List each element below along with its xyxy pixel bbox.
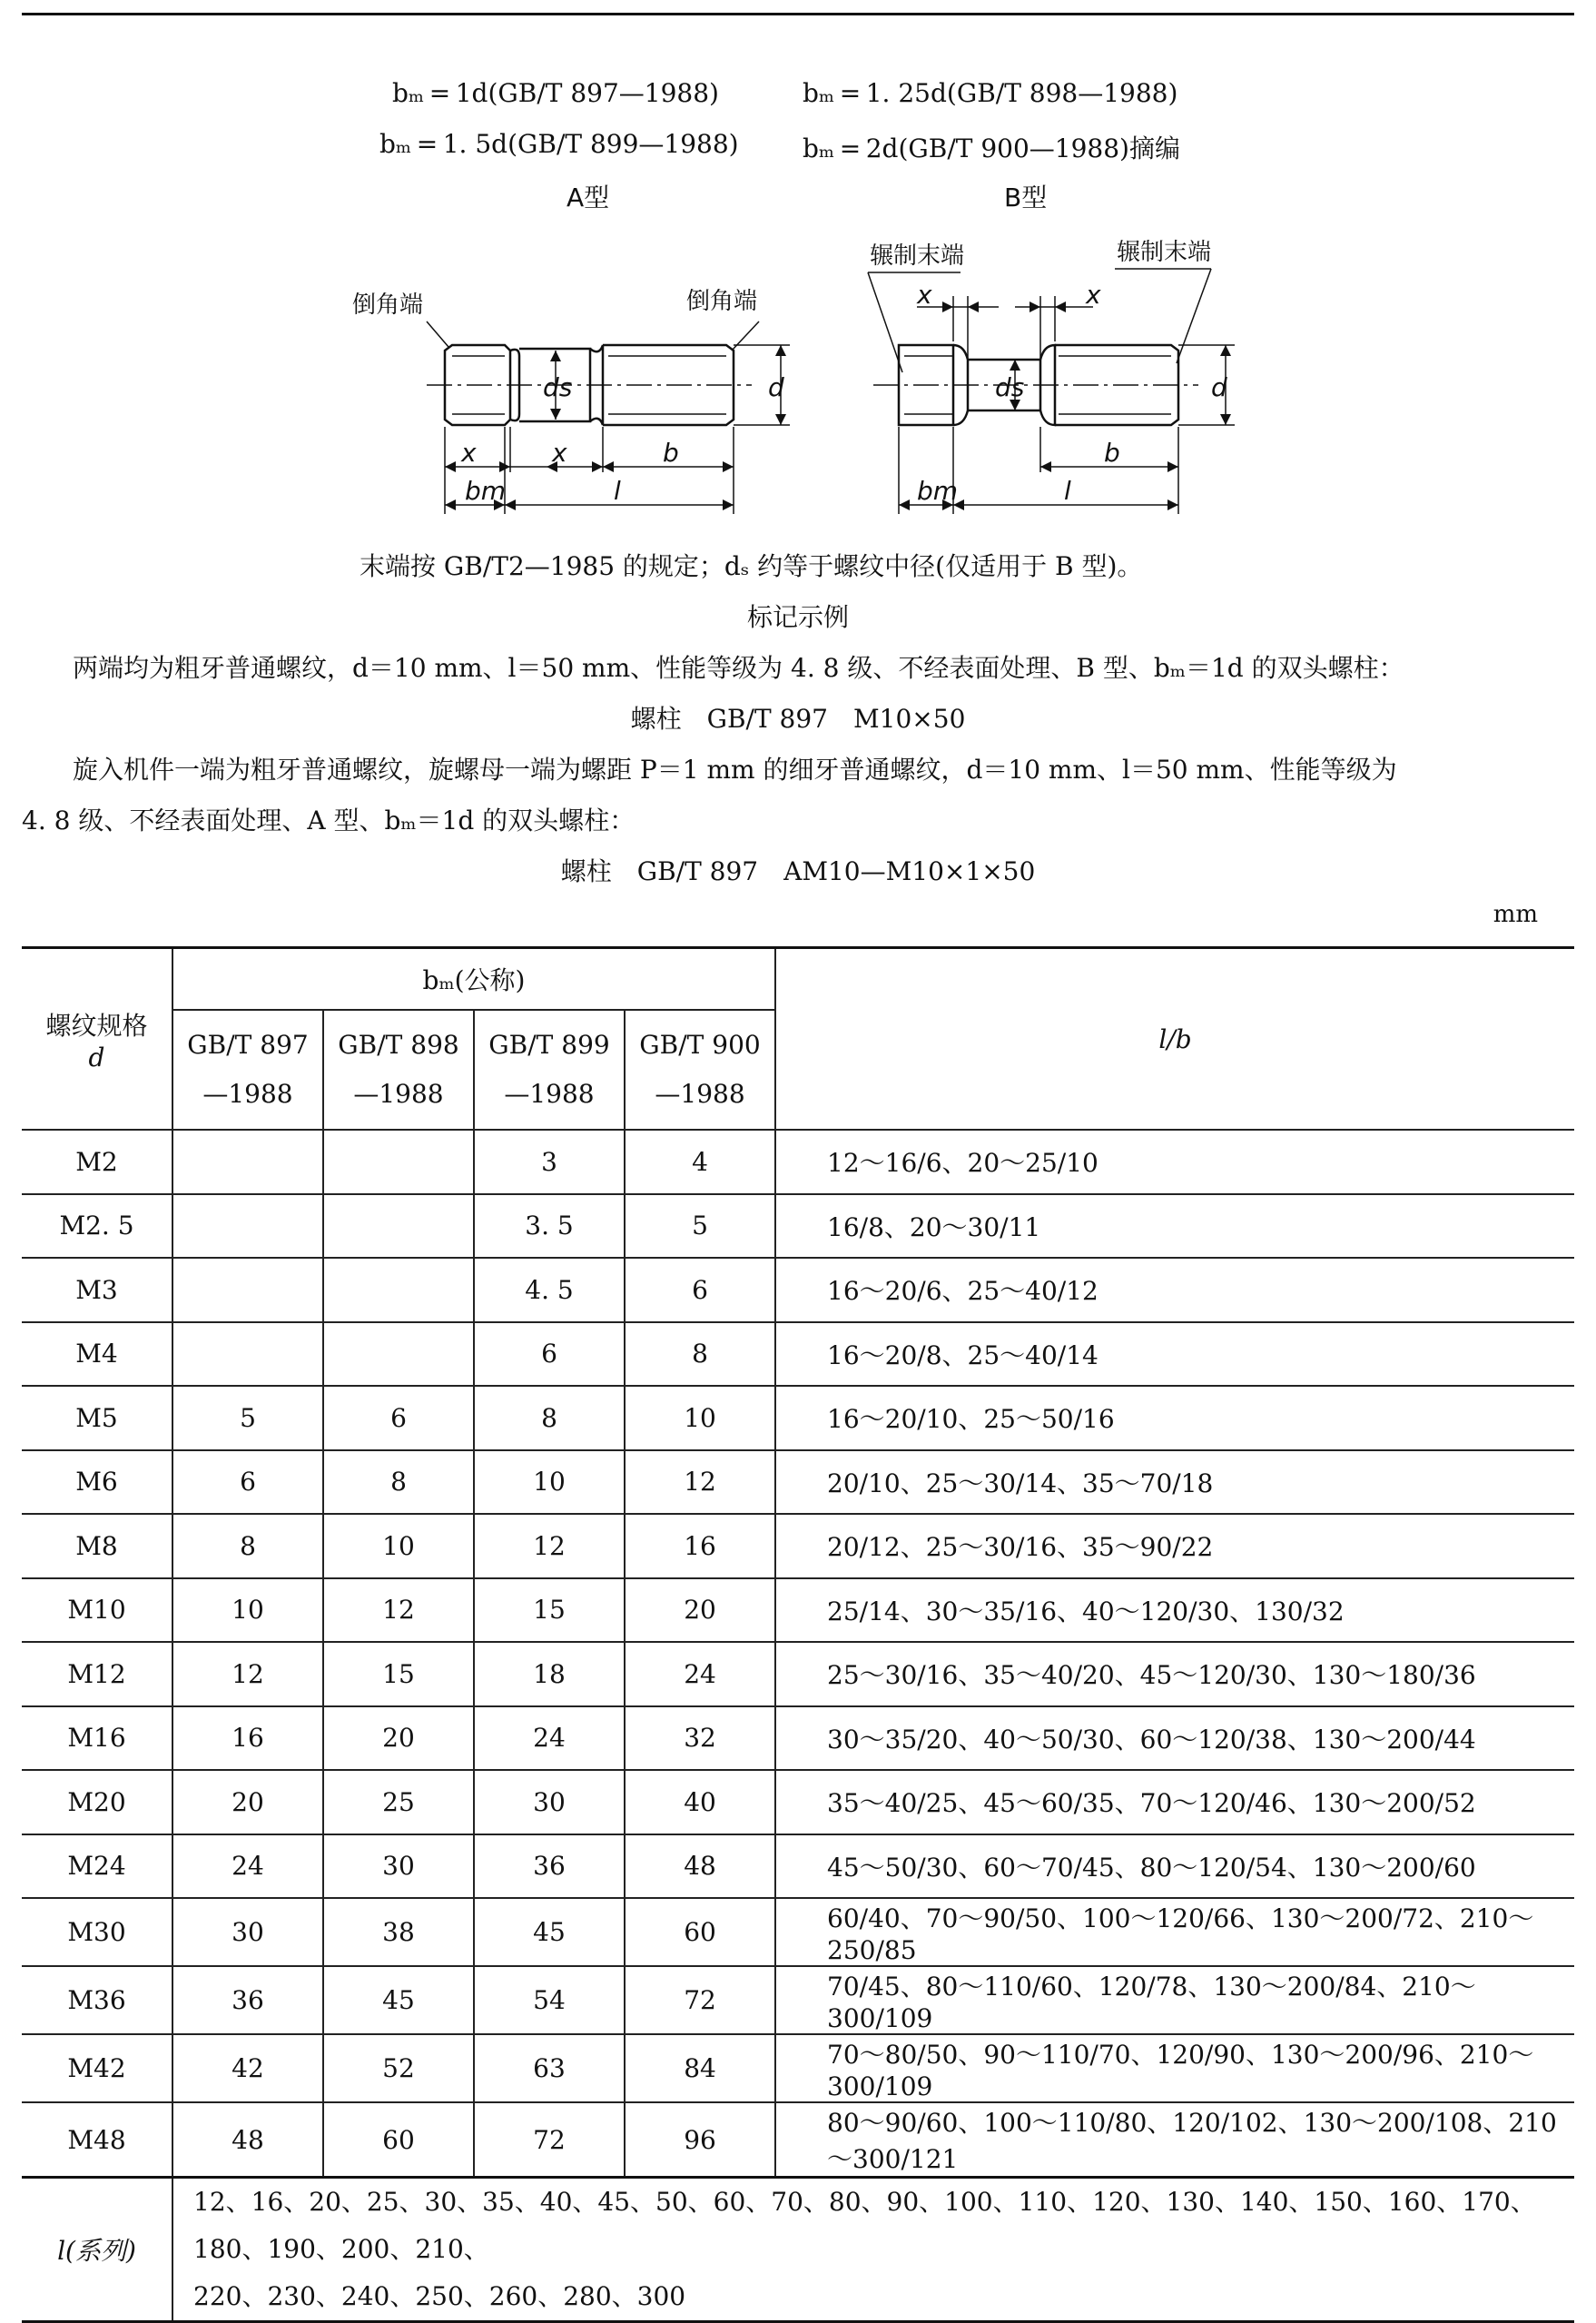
dim-l-a: l (614, 476, 621, 506)
bm-cell (172, 1194, 323, 1259)
bm-cell: 12 (474, 1514, 625, 1578)
example-2-mark: 螺柱 GB/T 897 AM10—M10×1×50 (560, 856, 1036, 886)
dim-ds-a: ds (543, 372, 573, 402)
thread-spec-cell: M4 (22, 1322, 172, 1387)
bm-cell: 8 (474, 1386, 625, 1450)
lb-cell: 80～90/60、100～110/80、120/102、130～200/108、210～300/121 (775, 2102, 1574, 2178)
bm-cell: 72 (625, 1966, 775, 2034)
bm-cell: 10 (474, 1450, 625, 1515)
header-lb: l/b (775, 948, 1574, 1131)
bm-cell: 8 (625, 1322, 775, 1387)
thread-spec-cell: M3 (22, 1258, 172, 1322)
formula-1-left: bₘ = 1d(GB/T 897—1988) (392, 78, 719, 108)
bm-cell: 30 (172, 1898, 323, 1966)
bm-cell: 25 (323, 1770, 474, 1834)
series-line2: 220、230、240、250、260、280、300 (193, 2281, 686, 2311)
bm-cell: 6 (474, 1322, 625, 1387)
lb-cell: 12～16/6、20～25/10 (775, 1130, 1574, 1194)
bm-cell: 12 (625, 1450, 775, 1515)
thread-spec-cell: M8 (22, 1514, 172, 1578)
table-row (22, 1770, 1574, 1834)
table-row (22, 2034, 1574, 2102)
lb-cell: 16～20/6、25～40/12 (775, 1258, 1574, 1322)
bm-cell: 30 (323, 1834, 474, 1899)
header-thread-spec (22, 948, 172, 1131)
chamfer-end-label-right: 倒角端 (686, 288, 758, 315)
type-b-title: B型 (1004, 183, 1048, 213)
bm-cell: 8 (172, 1514, 323, 1578)
table-row (22, 1642, 1574, 1706)
dim-d-a: d (768, 372, 784, 402)
lb-cell: 16～20/8、25～40/14 (775, 1322, 1574, 1387)
bm-cell (323, 1130, 474, 1194)
table-row (22, 1386, 1574, 1450)
table-row (22, 1578, 1574, 1643)
bm-cell: 48 (172, 2102, 323, 2178)
lb-cell: 25～30/16、35～40/20、45～120/30、130～180/36 (775, 1642, 1574, 1706)
lb-cell: 70/45、80～110/60、120/78、130～200/84、210～300/109 (775, 1966, 1574, 2034)
thread-spec-cell: M20 (22, 1770, 172, 1834)
bm-cell: 12 (172, 1642, 323, 1706)
table-row (22, 1898, 1574, 1966)
type-a-title: A型 (566, 183, 610, 213)
chamfer-end-label-left: 倒角端 (352, 292, 424, 319)
table-row (22, 1194, 1574, 1259)
rolled-end-label-right: 辗制末端 (1117, 239, 1212, 266)
header-standard-1: GB/T 898 —1988 (323, 1010, 474, 1130)
bm-cell: 32 (625, 1706, 775, 1771)
bm-cell: 96 (625, 2102, 775, 2178)
thread-spec-cell: M36 (22, 1966, 172, 2034)
header-standard-3: GB/T 900 —1988 (625, 1010, 775, 1130)
bm-cell: 6 (323, 1386, 474, 1450)
dim-d-b: d (1211, 372, 1227, 402)
bm-cell: 42 (172, 2034, 323, 2102)
bm-cell: 6 (625, 1258, 775, 1322)
bm-cell: 40 (625, 1770, 775, 1834)
table-row (22, 2102, 1574, 2178)
bm-cell: 72 (474, 2102, 625, 2178)
thread-spec-cell: M2 (22, 1130, 172, 1194)
lb-cell: 35～40/25、45～60/35、70～120/46、130～200/52 (775, 1770, 1574, 1834)
bm-cell (323, 1258, 474, 1322)
bm-cell: 16 (625, 1514, 775, 1578)
thread-spec-cell: M48 (22, 2102, 172, 2178)
bm-cell: 54 (474, 1966, 625, 2034)
dim-l-b: l (1064, 476, 1071, 506)
bm-cell: 10 (323, 1514, 474, 1578)
bm-cell: 30 (474, 1770, 625, 1834)
stud-spec-table (22, 946, 1574, 2323)
lb-cell: 16/8、20～30/11 (775, 1194, 1574, 1259)
table-row (22, 1130, 1574, 1194)
bm-cell: 16 (172, 1706, 323, 1771)
lb-cell: 45～50/30、60～70/45、80～120/54、130～200/60 (775, 1834, 1574, 1899)
thread-spec-cell: M24 (22, 1834, 172, 1899)
bm-cell: 60 (625, 1898, 775, 1966)
lb-cell: 25/14、30～35/16、40～120/30、130/32 (775, 1578, 1574, 1643)
bm-cell: 84 (625, 2034, 775, 2102)
table-row (22, 1322, 1574, 1387)
dim-ds-b: ds (995, 372, 1025, 402)
series-values (172, 2178, 1574, 2322)
formula-2-right: bₘ = 2d(GB/T 900—1988)摘编 (803, 133, 1180, 163)
thread-spec-cell: M30 (22, 1898, 172, 1966)
stud-drawing (0, 0, 1596, 545)
lb-cell: 30～35/20、40～50/30、60～120/38、130～200/44 (775, 1706, 1574, 1771)
bm-cell: 63 (474, 2034, 625, 2102)
dim-x-a1: x (461, 438, 477, 468)
bm-cell: 10 (172, 1578, 323, 1643)
bm-cell: 15 (474, 1578, 625, 1643)
table-row (22, 1514, 1574, 1578)
table-row (22, 1706, 1574, 1771)
header-spec-line2: d (88, 1042, 105, 1073)
bm-cell (172, 1258, 323, 1322)
bm-cell: 24 (625, 1642, 775, 1706)
lb-cell: 60/40、70～90/50、100～120/66、130～200/72、210～250/85 (775, 1898, 1574, 1966)
header-bm: bₘ(公称) (172, 948, 775, 1011)
example-2-text-line2: 4. 8 级、不经表面处理、A 型、bₘ＝1d 的双头螺柱： (22, 806, 635, 835)
bm-cell: 4 (625, 1130, 775, 1194)
bm-cell: 36 (172, 1966, 323, 2034)
marking-title: 标记示例 (746, 602, 849, 632)
table-row (22, 1258, 1574, 1322)
table-row (22, 1966, 1574, 2034)
bm-cell: 6 (172, 1450, 323, 1515)
thread-spec-cell: M6 (22, 1450, 172, 1515)
bm-cell: 20 (625, 1578, 775, 1643)
lb-cell: 16～20/10、25～50/16 (775, 1386, 1574, 1450)
unit-label: mm (1493, 901, 1538, 928)
thread-spec-cell: M16 (22, 1706, 172, 1771)
bm-cell: 45 (474, 1898, 625, 1966)
header-standard-2: GB/T 899 —1988 (474, 1010, 625, 1130)
bm-cell: 60 (323, 2102, 474, 2178)
bm-cell: 8 (323, 1450, 474, 1515)
bm-cell: 20 (172, 1770, 323, 1834)
series-label: l(系列) (22, 2178, 172, 2322)
dim-b-b: b (1104, 438, 1120, 468)
bm-cell: 24 (172, 1834, 323, 1899)
thread-spec-cell: M42 (22, 2034, 172, 2102)
header-spec-line1: 螺纹规格 (45, 1010, 148, 1041)
series-line1: 12、16、20、25、30、35、40、45、50、60、70、80、90、100、110、120、130、140、150、160、170、180、190、200、210、 (193, 2187, 1536, 2264)
formula-2-left: bₘ = 1. 5d(GB/T 899—1988) (379, 129, 739, 159)
bm-cell: 5 (172, 1386, 323, 1450)
bm-cell: 52 (323, 2034, 474, 2102)
bm-cell: 10 (625, 1386, 775, 1450)
bm-cell: 36 (474, 1834, 625, 1899)
bm-cell: 3 (474, 1130, 625, 1194)
bm-cell: 45 (323, 1966, 474, 2034)
bm-cell: 4. 5 (474, 1258, 625, 1322)
bm-cell (172, 1322, 323, 1387)
bm-cell: 15 (323, 1642, 474, 1706)
bm-cell: 5 (625, 1194, 775, 1259)
header-standard-0: GB/T 897 —1988 (172, 1010, 323, 1130)
thread-spec-cell: M5 (22, 1386, 172, 1450)
rolled-end-label-left: 辗制末端 (870, 242, 965, 270)
table-row (22, 1450, 1574, 1515)
example-1-mark: 螺柱 GB/T 897 M10×50 (630, 704, 966, 734)
bm-cell (323, 1194, 474, 1259)
bm-cell: 12 (323, 1578, 474, 1643)
dim-bm-b: bm (917, 476, 959, 506)
bm-cell (323, 1322, 474, 1387)
end-note: 末端按 GB/T2—1985 的规定；dₛ 约等于螺纹中径(仅适用于 B 型)。 (360, 551, 1143, 581)
lb-cell: 20/10、25～30/14、35～70/18 (775, 1450, 1574, 1515)
bm-cell: 48 (625, 1834, 775, 1899)
bm-cell: 18 (474, 1642, 625, 1706)
bm-cell: 24 (474, 1706, 625, 1771)
dim-x-b1: x (917, 280, 932, 310)
formula-1-right: bₘ = 1. 25d(GB/T 898—1988) (803, 78, 1178, 108)
thread-spec-cell: M2. 5 (22, 1194, 172, 1259)
bm-cell: 38 (323, 1898, 474, 1966)
bm-cell: 20 (323, 1706, 474, 1771)
bm-cell (172, 1130, 323, 1194)
lb-cell: 20/12、25～30/16、35～90/22 (775, 1514, 1574, 1578)
table-row (22, 1834, 1574, 1899)
thread-spec-cell: M10 (22, 1578, 172, 1643)
dim-x-b2: x (1086, 280, 1101, 310)
example-2-text-line1: 旋入机件一端为粗牙普通螺纹，旋螺母一端为螺距 P＝1 mm 的细牙普通螺纹，d＝10 mm、l＝50 mm、性能等级为 (73, 755, 1397, 785)
example-1-text: 两端均为粗牙普通螺纹，d＝10 mm、l＝50 mm、性能等级为 4. 8 级、不经表面处理、B 型、bₘ＝1d 的双头螺柱： (73, 653, 1404, 683)
bm-cell: 3. 5 (474, 1194, 625, 1259)
dim-b-a: b (663, 438, 679, 468)
lb-cell: 70～80/50、90～110/70、120/90、130～200/96、210～300/109 (775, 2034, 1574, 2102)
thread-spec-cell: M12 (22, 1642, 172, 1706)
dim-x-a2: x (552, 438, 567, 468)
dim-bm-a: bm (465, 476, 507, 506)
